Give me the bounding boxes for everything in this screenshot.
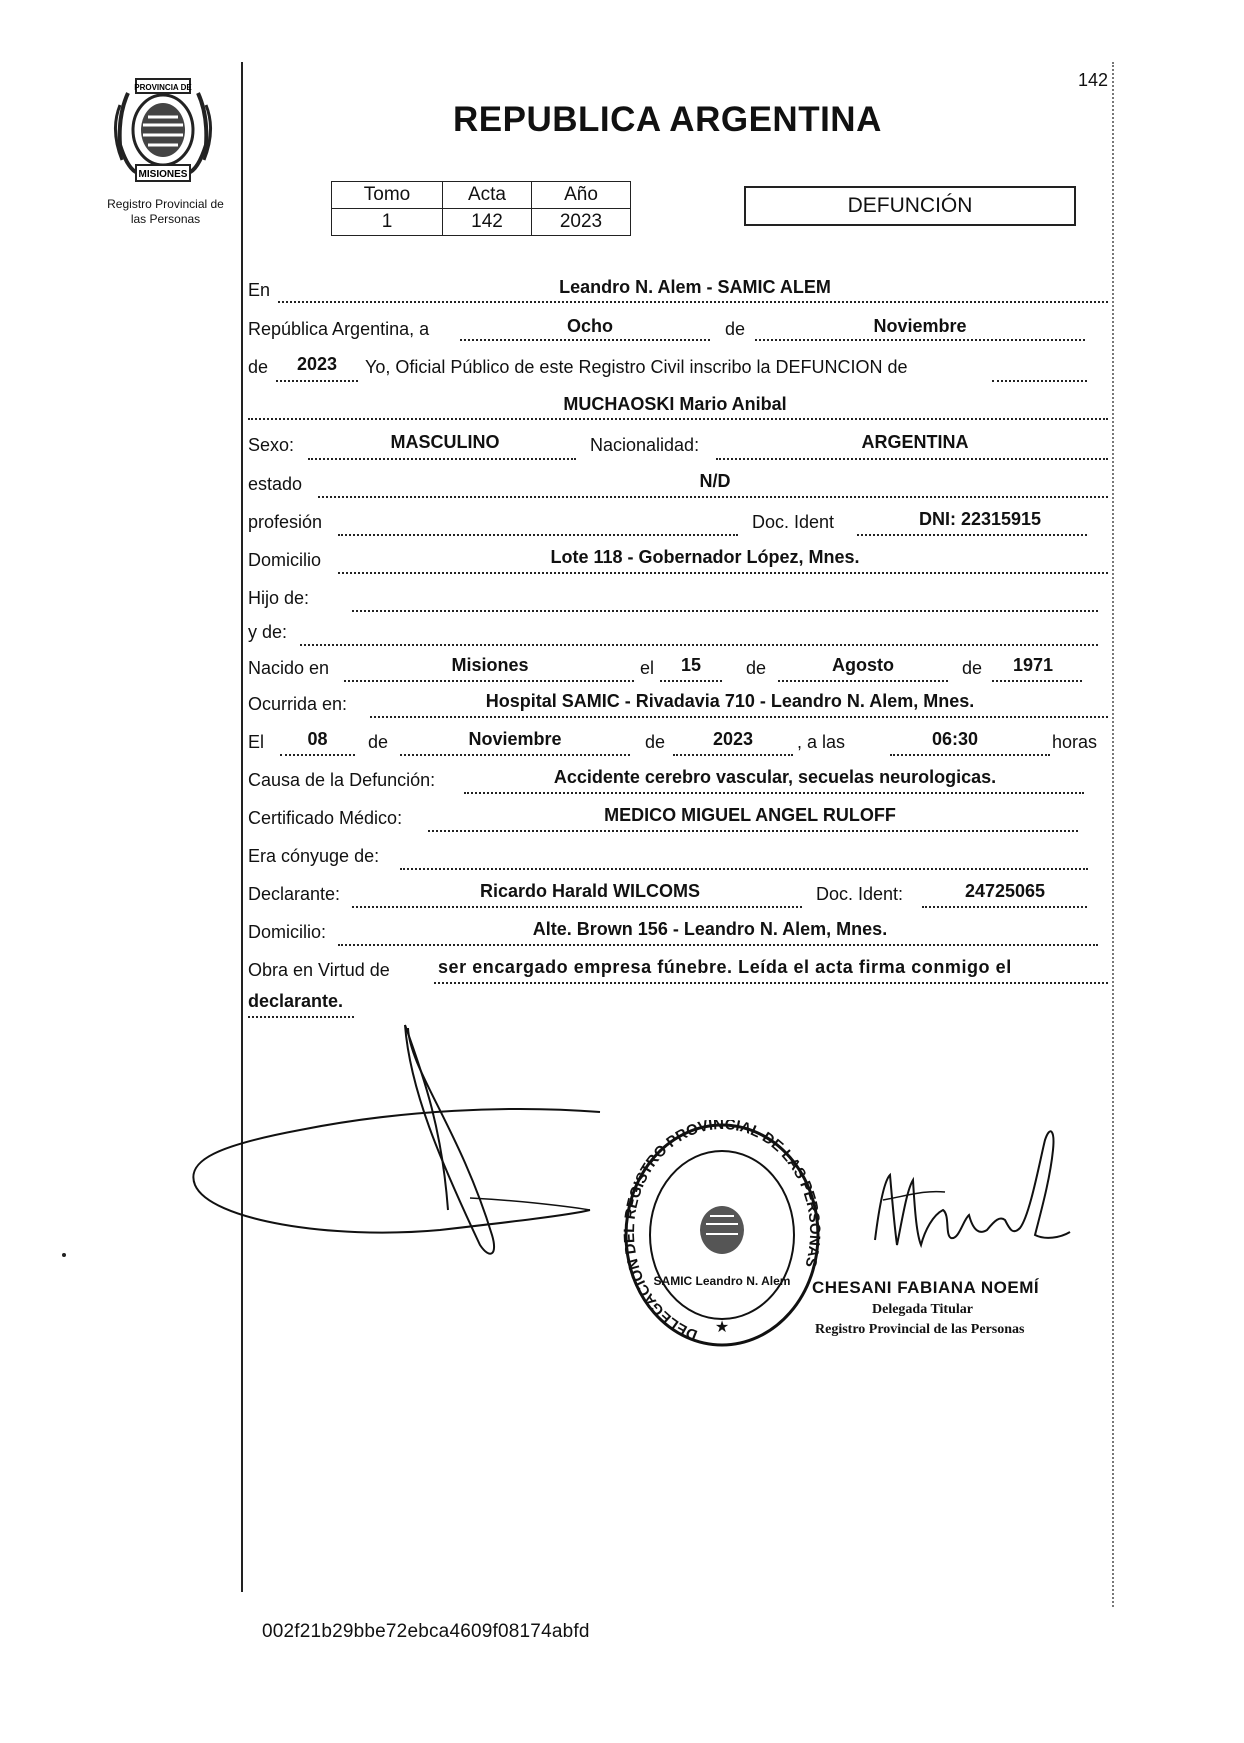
dots-def-dia [280,754,355,756]
label-nac-de-1: de [746,658,767,678]
label-ocurrida-en: Ocurrida en: [248,694,348,714]
dots-certificado [428,830,1078,832]
dots-def-hora [890,754,1050,756]
dots-nac-anio [992,680,1082,682]
province-emblem [98,75,228,185]
field-obra-2: declarante. [248,991,344,1011]
label-de-1: de [725,319,746,339]
dots-yo [992,380,1087,382]
dots-domicilio [338,572,1108,574]
label-doc-ident: Doc. Ident [752,512,835,532]
field-def-hora: 06:30 [931,729,979,749]
margin-dot [62,1253,66,1257]
dots-y-de [300,644,1098,646]
field-sexo: MASCULINO [390,432,500,452]
label-en: En [248,280,271,300]
field-nac-mes: Agosto [832,655,894,675]
dots-dia [460,339,710,341]
page-title: REPUBLICA ARGENTINA [453,100,882,139]
field-declarante-doc: 24725065 [964,881,1046,901]
official-role: Delegada Titular [872,1302,973,1317]
field-dia: Ocho [566,316,613,336]
label-declarante: Declarante: [248,884,341,904]
right-margin-line [1112,62,1114,1607]
field-nombre: MUCHAOSKI Mario Anibal [563,394,787,414]
label-sexo: Sexo: [248,435,295,455]
official-stamp [622,1120,822,1350]
value-acta: 142 [443,209,532,236]
label-profesion: profesión [248,512,323,532]
dots-dni [857,534,1087,536]
registry-line1: Registro Provincial de [107,197,224,211]
dots-ocurrida-en [370,716,1108,718]
dots-domicilio-2 [338,944,1098,946]
left-margin-line [241,62,243,1592]
dots-causa [464,792,1084,794]
dots-def-mes [400,754,630,756]
record-type-box: DEFUNCIÓN [744,186,1076,226]
label-El: El [248,732,265,752]
label-domicilio: Domicilio [248,550,322,570]
label-certificado: Certificado Médico: [248,808,403,828]
field-def-anio: 2023 [712,729,754,749]
dots-obra-1 [434,982,1108,984]
label-nacionalidad: Nacionalidad: [590,435,700,455]
label-de-2: de [248,357,269,377]
header-tomo: Tomo [332,182,443,209]
field-domicilio-2: Alte. Brown 156 - Leandro N. Alem, Mnes. [532,919,888,939]
field-domicilio: Lote 118 - Gobernador López, Mnes. [550,547,860,567]
value-tomo: 1 [332,209,443,236]
dots-def-anio [673,754,793,756]
field-nacido-en: Misiones [451,655,529,675]
dots-lugar [278,301,1108,303]
field-estado: N/D [699,471,731,491]
label-horas: horas [1052,732,1098,752]
label-domicilio-2: Domicilio: [248,922,327,942]
dots-anio [276,380,358,382]
label-conyuge: Era cónyuge de: [248,846,380,866]
header-acta: Acta [443,182,532,209]
registry-line2: las Personas [130,212,201,226]
label-a-las: , a las [797,732,846,752]
field-nac-anio: 1971 [1012,655,1054,675]
label-y-de: y de: [248,622,288,642]
label-def-de-1: de [368,732,389,752]
label-nac-el: el [640,658,655,678]
dots-nombre [248,418,1108,420]
declarant-signature [180,1010,610,1270]
emblem-top-text: PROVINCIA DE [134,83,192,92]
official-name: CHESANI FABIANA NOEMÍ [812,1278,1040,1297]
label-hijo-de: Hijo de: [248,588,310,608]
label-doc-ident-2: Doc. Ident: [816,884,904,904]
record-header-row [332,182,631,209]
label-yo: Yo, Oficial Público de este Registro Civil inscribo la DEFUNCION de [365,357,908,377]
stamp-seal-icon [622,1120,822,1350]
stamp-ring-text: DELEGACION DEL REGISTRO PROVINCIAL DE LAS PERSONAS [622,1120,822,1344]
field-anio: 2023 [296,354,338,374]
stamp-star-icon: ★ [714,1319,730,1336]
field-ocurrida-en: Hospital SAMIC - Rivadavia 710 - Leandro N. Alem, Mnes. [485,691,975,711]
field-certificado: MEDICO MIGUEL ANGEL RULOFF [604,805,896,825]
dots-sexo [308,458,576,460]
field-lugar: Leandro N. Alem - SAMIC ALEM [559,277,831,297]
registry-label [78,197,253,227]
field-dni: DNI: 22315915 [918,509,1042,529]
dots-declarante-doc [922,906,1087,908]
field-mes: Noviembre [873,316,967,336]
label-estado: estado [248,474,303,494]
field-def-mes: Noviembre [468,729,562,749]
document-hash: 002f21b29bbe72ebca4609f08174abfd [262,1621,590,1642]
dots-nac-mes [778,680,948,682]
label-republica: República Argentina, a [248,319,430,339]
official-office: Registro Provincial de las Personas [815,1322,1025,1337]
field-nac-dia: 15 [680,655,702,675]
field-def-dia: 08 [307,729,328,749]
emblem-bottom-text: MISIONES [138,169,188,180]
dots-nacido-en [344,680,634,682]
header-anio: Año [532,182,631,209]
label-causa: Causa de la Defunción: [248,770,436,790]
value-anio: 2023 [532,209,631,236]
dots-conyuge [400,868,1088,870]
official-signature [855,1120,1075,1270]
emblem-icon [98,75,228,185]
field-obra-1: ser encargado empresa fúnebre. Leída el acta firma conmigo el [438,957,1012,977]
dots-profesion [338,534,738,536]
label-nacido-en: Nacido en [248,658,330,678]
stamp-inner-text: SAMIC Leandro N. Alem [653,1274,791,1288]
dots-declarante [352,906,802,908]
record-table [331,181,631,236]
label-nac-de-2: de [962,658,983,678]
field-declarante: Ricardo Harald WILCOMS [479,881,701,901]
label-obra: Obra en Virtud de [248,960,390,980]
page-number: 142 [1078,70,1109,90]
dots-hijo-de [352,610,1098,612]
dots-nacionalidad [716,458,1108,460]
field-nacionalidad: ARGENTINA [861,432,969,452]
record-value-row [332,209,631,236]
dots-mes [755,339,1085,341]
label-def-de-2: de [645,732,666,752]
dots-nac-dia [660,680,722,682]
dots-estado [318,496,1108,498]
field-causa: Accidente cerebro vascular, secuelas neurologicas. [553,767,997,787]
